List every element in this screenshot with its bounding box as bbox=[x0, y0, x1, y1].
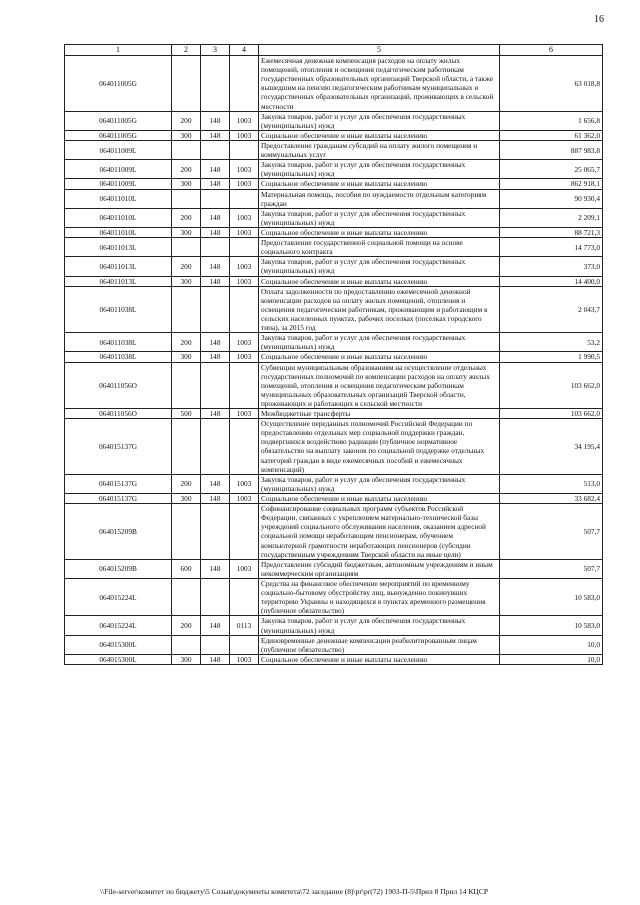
section-cell bbox=[201, 238, 230, 257]
code-cell: 064011056O bbox=[65, 409, 172, 419]
description-cell: Социальное обеспечение и иные выплаты населению bbox=[259, 130, 500, 140]
code-cell: 064011009L bbox=[65, 160, 172, 179]
type-cell bbox=[172, 504, 201, 560]
table-row bbox=[65, 130, 603, 140]
section-cell: 148 bbox=[201, 333, 230, 352]
section-cell: 148 bbox=[201, 160, 230, 179]
type-cell: 500 bbox=[172, 409, 201, 419]
section-cell: 148 bbox=[201, 257, 230, 276]
subsection-cell: 1003 bbox=[230, 494, 259, 504]
amount-cell: 862 918,1 bbox=[500, 179, 603, 189]
column-header: 4 bbox=[230, 45, 259, 56]
table-body bbox=[65, 56, 603, 665]
amount-cell: 2 209,1 bbox=[500, 208, 603, 227]
type-cell bbox=[172, 362, 201, 409]
table-row bbox=[65, 179, 603, 189]
type-cell: 200 bbox=[172, 257, 201, 276]
table-row bbox=[65, 238, 603, 257]
subsection-cell bbox=[230, 419, 259, 475]
table-row bbox=[65, 227, 603, 237]
subsection-cell: 1003 bbox=[230, 409, 259, 419]
description-cell: Социальное обеспечение и иные выплаты населению bbox=[259, 227, 500, 237]
code-cell: 064015209B bbox=[65, 559, 172, 578]
amount-cell: 88 721,3 bbox=[500, 227, 603, 237]
section-cell: 148 bbox=[201, 227, 230, 237]
table-row bbox=[65, 56, 603, 112]
code-cell: 064011005G bbox=[65, 130, 172, 140]
type-cell bbox=[172, 189, 201, 208]
table-row bbox=[65, 257, 603, 276]
table-row bbox=[65, 474, 603, 493]
page-number: 16 bbox=[594, 14, 604, 25]
code-cell: 064011038L bbox=[65, 286, 172, 333]
table-row bbox=[65, 189, 603, 208]
amount-cell: 103 662,0 bbox=[500, 362, 603, 409]
type-cell: 300 bbox=[172, 227, 201, 237]
subsection-cell bbox=[230, 189, 259, 208]
type-cell: 300 bbox=[172, 179, 201, 189]
description-cell: Ежемесячная денежная компенсация расходов на оплату жилых помещений, отопления и освещения педагогическим работникам государственных образовательных организаций Тверской области, а также вышедшим на пенсию педагогическим работникам муниципальных и государственных образовательных организаций, проживающих в сельской местности bbox=[259, 56, 500, 112]
section-cell: 148 bbox=[201, 179, 230, 189]
table-row bbox=[65, 140, 603, 159]
description-cell: Социальное обеспечение и иные выплаты населению bbox=[259, 352, 500, 362]
description-cell: Социальное обеспечение и иные выплаты населению bbox=[259, 276, 500, 286]
column-header: 5 bbox=[259, 45, 500, 56]
column-header: 6 bbox=[500, 45, 603, 56]
table-row bbox=[65, 111, 603, 130]
subsection-cell: 1003 bbox=[230, 559, 259, 578]
section-cell: 148 bbox=[201, 494, 230, 504]
subsection-cell bbox=[230, 238, 259, 257]
subsection-cell bbox=[230, 140, 259, 159]
type-cell bbox=[172, 140, 201, 159]
amount-cell: 25 065,7 bbox=[500, 160, 603, 179]
code-cell: 064011010L bbox=[65, 227, 172, 237]
section-cell bbox=[201, 140, 230, 159]
table-row bbox=[65, 208, 603, 227]
table-row bbox=[65, 333, 603, 352]
section-cell bbox=[201, 579, 230, 616]
amount-cell: 507,7 bbox=[500, 559, 603, 578]
type-cell bbox=[172, 579, 201, 616]
subsection-cell: 1003 bbox=[230, 111, 259, 130]
section-cell: 148 bbox=[201, 208, 230, 227]
subsection-cell bbox=[230, 504, 259, 560]
section-cell bbox=[201, 504, 230, 560]
table-row bbox=[65, 559, 603, 578]
budget-table bbox=[64, 44, 603, 665]
section-cell bbox=[201, 362, 230, 409]
amount-cell: 90 930,4 bbox=[500, 189, 603, 208]
code-cell: 064015137G bbox=[65, 494, 172, 504]
type-cell: 200 bbox=[172, 208, 201, 227]
section-cell bbox=[201, 419, 230, 475]
code-cell: 064011010L bbox=[65, 189, 172, 208]
code-cell: 064011013L bbox=[65, 238, 172, 257]
subsection-cell bbox=[230, 635, 259, 654]
subsection-cell: 1003 bbox=[230, 654, 259, 664]
header-row bbox=[65, 45, 603, 56]
table-row bbox=[65, 635, 603, 654]
type-cell: 300 bbox=[172, 130, 201, 140]
description-cell: Закупка товаров, работ и услуг для обеспечения государственных (муниципальных) нужд bbox=[259, 616, 500, 635]
amount-cell: 1 656,8 bbox=[500, 111, 603, 130]
subsection-cell bbox=[230, 56, 259, 112]
amount-cell: 513,0 bbox=[500, 474, 603, 493]
file-path-footer: \\File-server\комитет по бюджету\5 Созыв\документы комитета\72 заседание (8)\pr\pr(72) 1903-П-5\Прил 8 Прил 14 КЦСР bbox=[100, 887, 489, 896]
type-cell bbox=[172, 56, 201, 112]
amount-cell: 63 018,8 bbox=[500, 56, 603, 112]
subsection-cell: 1003 bbox=[230, 333, 259, 352]
table-row bbox=[65, 160, 603, 179]
code-cell: 064015209B bbox=[65, 504, 172, 560]
type-cell: 200 bbox=[172, 160, 201, 179]
amount-cell: 34 195,4 bbox=[500, 419, 603, 475]
section-cell: 148 bbox=[201, 352, 230, 362]
table-row bbox=[65, 362, 603, 409]
subsection-cell bbox=[230, 362, 259, 409]
type-cell bbox=[172, 635, 201, 654]
amount-cell: 10,0 bbox=[500, 635, 603, 654]
subsection-cell: 1003 bbox=[230, 130, 259, 140]
type-cell: 200 bbox=[172, 474, 201, 493]
type-cell bbox=[172, 286, 201, 333]
code-cell: 064015137G bbox=[65, 419, 172, 475]
code-cell: 064011009L bbox=[65, 179, 172, 189]
type-cell: 200 bbox=[172, 616, 201, 635]
amount-cell: 33 682,4 bbox=[500, 494, 603, 504]
subsection-cell bbox=[230, 286, 259, 333]
table-row bbox=[65, 654, 603, 664]
amount-cell: 2 043,7 bbox=[500, 286, 603, 333]
subsection-cell: 1003 bbox=[230, 276, 259, 286]
section-cell: 148 bbox=[201, 654, 230, 664]
description-cell: Оплата задолженности по предоставлению ежемесячной денежной компенсации расходов на оплату жилых помещений, отопления и освещения педагогическим работникам, проживающим и работающим в сельских населенных пунктах, рабочих поселках (поселках городского типа), за 2015 год bbox=[259, 286, 500, 333]
type-cell: 300 bbox=[172, 654, 201, 664]
table-row bbox=[65, 579, 603, 616]
code-cell: 064011005G bbox=[65, 111, 172, 130]
code-cell: 064015224L bbox=[65, 579, 172, 616]
amount-cell: 1 990,5 bbox=[500, 352, 603, 362]
subsection-cell: 1003 bbox=[230, 352, 259, 362]
subsection-cell: 0113 bbox=[230, 616, 259, 635]
section-cell: 148 bbox=[201, 276, 230, 286]
type-cell bbox=[172, 419, 201, 475]
description-cell: Субвенции муниципальным образованиям на осуществление отдельных государственных полномочий по компенсации расходов на оплату жилых помещений, отопления и освещения педагогическим работникам муниципальных образовательных организаций Тверской области, проживающих и работающих в сельской местности bbox=[259, 362, 500, 409]
description-cell: Социальное обеспечение и иные выплаты населению bbox=[259, 179, 500, 189]
column-header: 1 bbox=[65, 45, 172, 56]
type-cell: 600 bbox=[172, 559, 201, 578]
amount-cell: 10 583,0 bbox=[500, 579, 603, 616]
section-cell: 148 bbox=[201, 559, 230, 578]
amount-cell: 10 583,0 bbox=[500, 616, 603, 635]
section-cell: 148 bbox=[201, 474, 230, 493]
description-cell: Материальная помощь, пособия по нуждаемости отдельным категориям граждан bbox=[259, 189, 500, 208]
column-header: 2 bbox=[172, 45, 201, 56]
section-cell bbox=[201, 635, 230, 654]
table-row bbox=[65, 419, 603, 475]
code-cell: 064011013L bbox=[65, 257, 172, 276]
subsection-cell: 1003 bbox=[230, 208, 259, 227]
type-cell: 300 bbox=[172, 494, 201, 504]
section-cell bbox=[201, 189, 230, 208]
amount-cell: 14 400,0 bbox=[500, 276, 603, 286]
description-cell: Единовременные денежные компенсации реабилитированным лицам (публичное обязательство) bbox=[259, 635, 500, 654]
column-header: 3 bbox=[201, 45, 230, 56]
description-cell: Межбюджетные трансферты bbox=[259, 409, 500, 419]
description-cell: Закупка товаров, работ и услуг для обеспечения государственных (муниципальных) нужд bbox=[259, 208, 500, 227]
description-cell: Закупка товаров, работ и услуг для обеспечения государственных (муниципальных) нужд bbox=[259, 257, 500, 276]
code-cell: 064015300L bbox=[65, 635, 172, 654]
subsection-cell: 1003 bbox=[230, 474, 259, 493]
subsection-cell: 1003 bbox=[230, 179, 259, 189]
type-cell: 200 bbox=[172, 333, 201, 352]
description-cell: Осуществление переданных полномочий Российской Федерации по предоставлению отдельных мер социальной поддержки граждан, подвергшихся воздействию радиации (публичное нормативное обязательство на выплату законов по социальной поддержке отдельных категорий граждан в виде ежемесячных пособий и ежемесячных компенсаций) bbox=[259, 419, 500, 475]
type-cell: 300 bbox=[172, 352, 201, 362]
table-row bbox=[65, 286, 603, 333]
amount-cell: 61 362,0 bbox=[500, 130, 603, 140]
code-cell: 064011013L bbox=[65, 276, 172, 286]
amount-cell: 10,0 bbox=[500, 654, 603, 664]
table-row bbox=[65, 409, 603, 419]
amount-cell: 103 662,0 bbox=[500, 409, 603, 419]
code-cell: 064015137G bbox=[65, 474, 172, 493]
code-cell: 064015300L bbox=[65, 654, 172, 664]
code-cell: 064015224L bbox=[65, 616, 172, 635]
code-cell: 064011056O bbox=[65, 362, 172, 409]
description-cell: Предоставление гражданам субсидий на оплату жилого помещения и коммунальных услуг bbox=[259, 140, 500, 159]
code-cell: 064011005G bbox=[65, 56, 172, 112]
description-cell: Предоставление субсидий бюджетным, автономным учреждениям и иным некоммерческим организациям bbox=[259, 559, 500, 578]
code-cell: 064011009L bbox=[65, 140, 172, 159]
section-cell: 148 bbox=[201, 409, 230, 419]
table-row bbox=[65, 504, 603, 560]
section-cell: 148 bbox=[201, 616, 230, 635]
section-cell: 148 bbox=[201, 111, 230, 130]
description-cell: Закупка товаров, работ и услуг для обеспечения государственных (муниципальных) нужд bbox=[259, 111, 500, 130]
amount-cell: 53,2 bbox=[500, 333, 603, 352]
section-cell bbox=[201, 56, 230, 112]
amount-cell: 507,7 bbox=[500, 504, 603, 560]
section-cell: 148 bbox=[201, 130, 230, 140]
description-cell: Закупка товаров, работ и услуг для обеспечения государственных (муниципальных) нужд bbox=[259, 160, 500, 179]
section-cell bbox=[201, 286, 230, 333]
subsection-cell: 1003 bbox=[230, 227, 259, 237]
description-cell: Предоставление государственной социальной помощи на основе социального контракта bbox=[259, 238, 500, 257]
description-cell: Софинансирование социальных программ субъектов Российской Федерации, связанных с укреплением материально-технической базы учреждений социального обслуживания населения, оказанием адресной социальной помощи неработающим пенсионерам, обучением компьютерной грамотности неработающих пенсионеров (субсидии государственным учреждениям Тверской области на иные цели) bbox=[259, 504, 500, 560]
amount-cell: 373,0 bbox=[500, 257, 603, 276]
description-cell: Закупка товаров, работ и услуг для обеспечения государственных (муниципальных) нужд bbox=[259, 333, 500, 352]
type-cell: 200 bbox=[172, 111, 201, 130]
description-cell: Социальное обеспечение и иные выплаты населению bbox=[259, 494, 500, 504]
amount-cell: 14 773,0 bbox=[500, 238, 603, 257]
table-row bbox=[65, 276, 603, 286]
table-row bbox=[65, 494, 603, 504]
description-cell: Закупка товаров, работ и услуг для обеспечения государственных (муниципальных) нужд bbox=[259, 474, 500, 493]
description-cell: Средства на финансовое обеспечение мероприятий по временному социально-бытовому обустройству лиц, вынужденно покинувших территорию Украины и находящихся в пунктах временного размещения (публичное обязательство) bbox=[259, 579, 500, 616]
subsection-cell bbox=[230, 579, 259, 616]
type-cell bbox=[172, 238, 201, 257]
subsection-cell: 1003 bbox=[230, 257, 259, 276]
table-row bbox=[65, 352, 603, 362]
type-cell: 300 bbox=[172, 276, 201, 286]
code-cell: 064011038L bbox=[65, 352, 172, 362]
description-cell: Социальное обеспечение и иные выплаты населению bbox=[259, 654, 500, 664]
code-cell: 064011010L bbox=[65, 208, 172, 227]
table-row bbox=[65, 616, 603, 635]
subsection-cell: 1003 bbox=[230, 160, 259, 179]
amount-cell: 887 983,8 bbox=[500, 140, 603, 159]
code-cell: 064011038L bbox=[65, 333, 172, 352]
